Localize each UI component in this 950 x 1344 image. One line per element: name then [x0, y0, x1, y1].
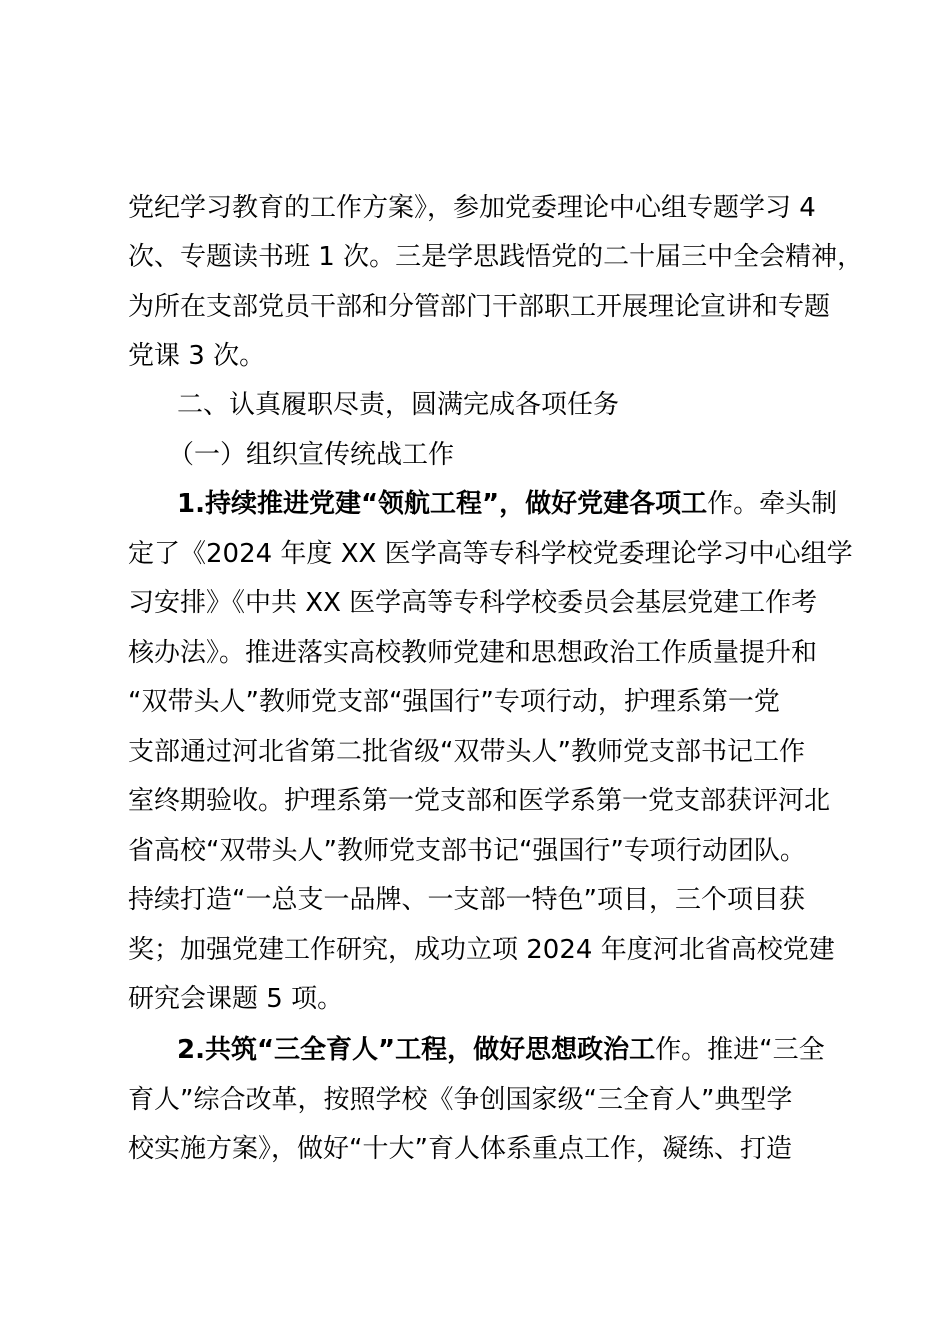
body-text-line: 室终期验收。护理系第一党支部和医学系第一党支部获评河北 [128, 786, 831, 816]
section-heading: 二、认真履职尽责，圆满完成各项任务 [177, 390, 620, 420]
item-heading-rest: 作。推进“三全 [655, 1035, 825, 1065]
item-heading-line [177, 487, 897, 521]
body-text-line: 校实施方案》，做好“十大”育人体系重点工作，凝练、打造 [128, 1134, 792, 1164]
item-heading-bold: 1.持续推进党建“领航工程”，做好党建各项工 [177, 489, 708, 519]
body-text-line: 研究会课题 5 项。 [128, 984, 344, 1014]
body-text-line: 定了《2024 年度 XX 医学高等专科学校党委理论学习中心组学 [128, 539, 853, 569]
body-text-line: 持续打造“一总支一品牌、一支部一特色”项目，三个项目获 [128, 885, 805, 915]
body-text-line: 奖；加强党建工作研究，成功立项 2024 年度河北省高校党建 [128, 935, 835, 965]
subsection-heading: （一）组织宣传统战工作 [168, 440, 455, 470]
item-heading-rest: 作。牵头制 [707, 489, 838, 519]
body-text-line: 为所在支部党员干部和分管部门干部职工开展理论宣讲和专题 [128, 292, 831, 322]
body-text-line: 党纪学习教育的工作方案》，参加党委理论中心组专题学习 4 [128, 193, 816, 223]
body-text-line: 核办法》。推进落实高校教师党建和思想政治工作质量提升和 [128, 638, 818, 668]
body-text-line: 习安排》《中共 XX 医学高等专科学校委员会基层党建工作考 [128, 588, 818, 618]
item-heading-line [177, 1033, 897, 1067]
body-text-line: “双带头人”教师党支部“强国行”专项行动，护理系第一党 [128, 687, 780, 717]
body-text-line: 省高校“双带头人”教师党支部书记“强国行”专项行动团队。 [128, 836, 806, 866]
body-text-line: 支部通过河北省第二批省级“双带头人”教师党支部书记工作 [128, 737, 805, 767]
body-text-line: 育人”综合改革，按照学校《争创国家级“三全育人”典型学 [128, 1085, 793, 1115]
item-heading-bold: 2.共筑“三全育人”工程，做好思想政治工 [177, 1035, 656, 1065]
body-text-line: 次、专题读书班 1 次。三是学思践悟党的二十届三中全会精神， [128, 242, 864, 272]
body-text-line: 党课 3 次。 [128, 341, 266, 371]
